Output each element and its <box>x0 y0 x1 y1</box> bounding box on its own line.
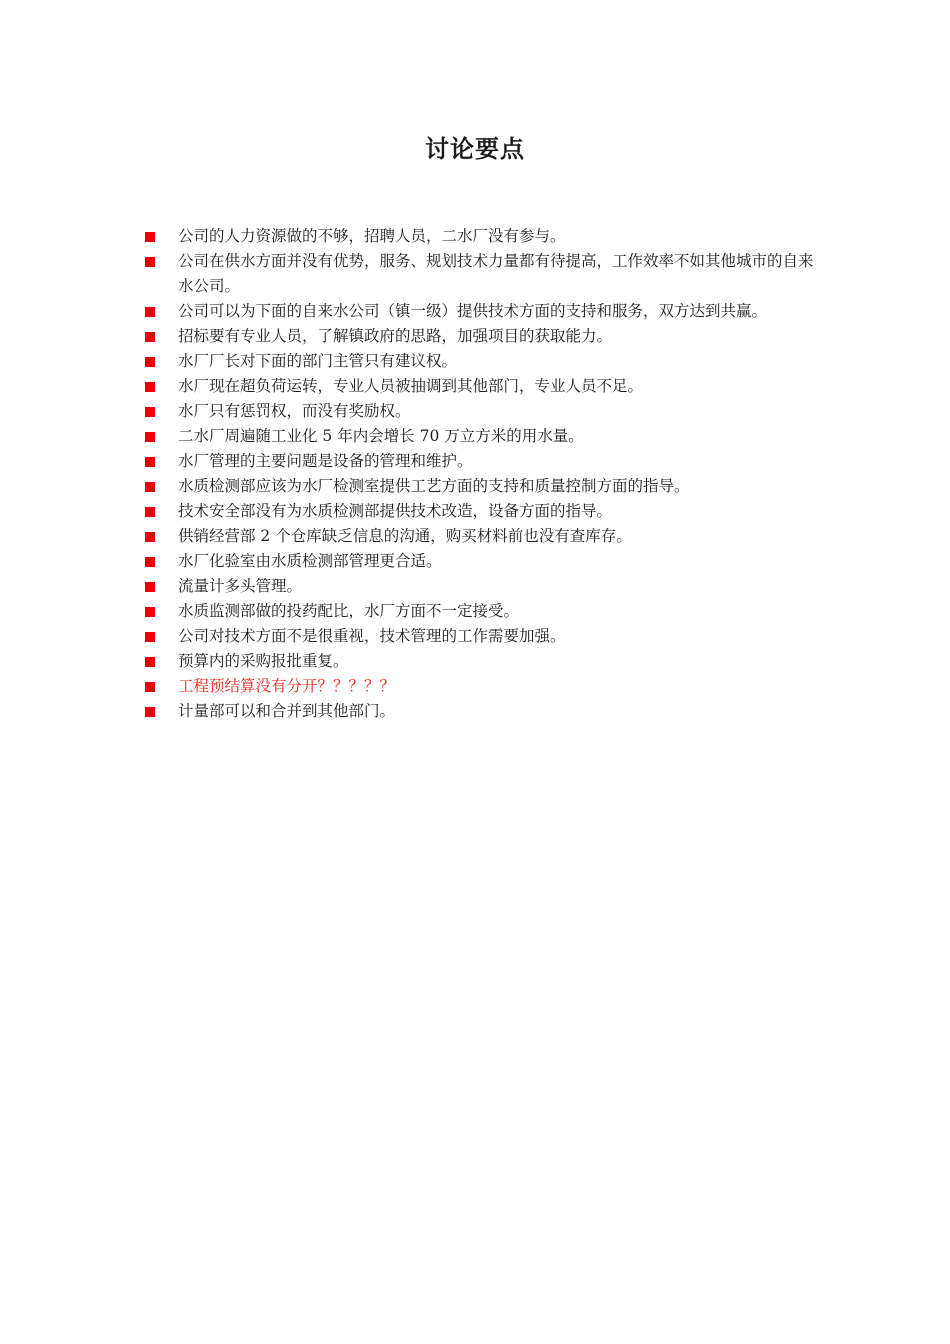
list-item <box>143 399 823 424</box>
page-title: 讨论要点 <box>425 134 525 163</box>
list-item-text: 水厂厂长对下面的部门主管只有建议权。 <box>178 352 458 370</box>
square-bullet-icon <box>145 557 155 567</box>
list-item-text: 公司的人力资源做的不够，招聘人员，二水厂没有参与。 <box>178 227 566 245</box>
list-item <box>143 249 823 299</box>
list-item <box>143 574 823 599</box>
list-item <box>143 624 823 649</box>
list-item <box>143 599 823 624</box>
square-bullet-icon <box>145 507 155 517</box>
list-item <box>143 549 823 574</box>
square-bullet-icon <box>145 657 155 667</box>
list-item-text: 水厂现在超负荷运转，专业人员被抽调到其他部门，专业人员不足。 <box>178 377 644 395</box>
square-bullet-icon <box>145 232 155 242</box>
square-bullet-icon <box>145 407 155 417</box>
list-item-text: 公司可以为下面的自来水公司（镇一级）提供技术方面的支持和服务，双方达到共赢。 <box>178 302 768 320</box>
square-bullet-icon <box>145 532 155 542</box>
list-item-text: 公司在供水方面并没有优势，服务、规划技术力量都有待提高，工作效率不如其他城市的自来水公司。 <box>178 252 814 295</box>
square-bullet-icon <box>145 432 155 442</box>
square-bullet-icon <box>145 707 155 717</box>
list-item <box>143 299 823 324</box>
list-item <box>143 474 823 499</box>
square-bullet-icon <box>145 357 155 367</box>
list-item-text: 公司对技术方面不是很重视，技术管理的工作需要加强。 <box>178 627 566 645</box>
list-item <box>143 374 823 399</box>
list-item-text: 流量计多头管理。 <box>178 577 303 595</box>
square-bullet-icon <box>145 382 155 392</box>
list-item-text: 水厂只有惩罚权，而没有奖励权。 <box>178 402 411 420</box>
list-item-text: 水厂管理的主要问题是设备的管理和维护。 <box>178 452 473 470</box>
list-item-text: 计量部可以和合并到其他部门。 <box>178 702 396 720</box>
list-item <box>143 424 823 449</box>
list-item-text: 水质检测部应该为水厂检测室提供工艺方面的支持和质量控制方面的指导。 <box>178 477 690 495</box>
list-item-text: 预算内的采购报批重复。 <box>178 652 349 670</box>
list-item-text: 技术安全部没有为水质检测部提供技术改造，设备方面的指导。 <box>178 502 613 520</box>
square-bullet-icon <box>145 632 155 642</box>
list-item <box>143 699 823 724</box>
list-item-text: 二水厂周遍随工业化 5 年内会增长 70 万立方米的用水量。 <box>178 427 584 445</box>
list-item <box>143 524 823 549</box>
square-bullet-icon <box>145 682 155 692</box>
square-bullet-icon <box>145 332 155 342</box>
square-bullet-icon <box>145 307 155 317</box>
list-item <box>143 674 823 699</box>
square-bullet-icon <box>145 482 155 492</box>
list-item-text: 招标要有专业人员，了解镇政府的思路，加强项目的获取能力。 <box>178 327 613 345</box>
list-item-text: 供销经营部 2 个仓库缺乏信息的沟通，购买材料前也没有查库存。 <box>178 527 632 545</box>
list-item <box>143 324 823 349</box>
list-item <box>143 349 823 374</box>
square-bullet-icon <box>145 582 155 592</box>
square-bullet-icon <box>145 607 155 617</box>
list-item <box>143 449 823 474</box>
square-bullet-icon <box>145 457 155 467</box>
list-item <box>143 499 823 524</box>
discussion-points-list <box>143 224 823 724</box>
list-item-text: 工程预结算没有分开？？？？？ <box>178 677 396 695</box>
square-bullet-icon <box>145 257 155 267</box>
list-item-text: 水厂化验室由水质检测部管理更合适。 <box>178 552 442 570</box>
list-item <box>143 224 823 249</box>
list-item-text: 水质监测部做的投药配比，水厂方面不一定接受。 <box>178 602 520 620</box>
list-item <box>143 649 823 674</box>
